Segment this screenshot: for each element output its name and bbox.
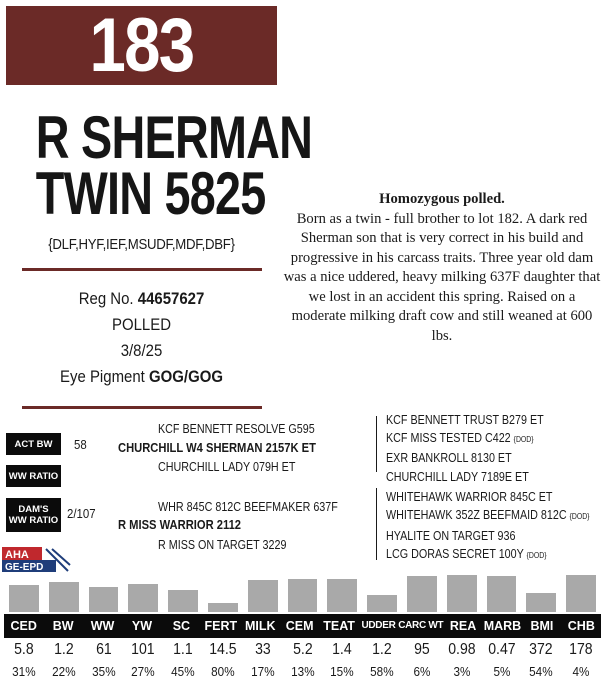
epd-percentile-milk: 17% xyxy=(250,664,275,679)
epd-value-yw: 101 xyxy=(131,641,156,658)
dam-dam: R MISS ON TARGET 3229 xyxy=(158,538,287,552)
epd-value-ced: 5.8 xyxy=(14,641,34,658)
dod-tag: {DOD} xyxy=(526,551,547,560)
act-bw-label: ACT BW xyxy=(6,433,61,455)
dam: R MISS WARRIOR 2112 xyxy=(118,517,242,532)
epd-bar-chb xyxy=(566,575,596,612)
epd-label-sc: SC xyxy=(172,619,191,633)
epd-bar-udder xyxy=(367,595,397,612)
dams-ww-ratio-label xyxy=(6,498,61,532)
epd-bar-cell-marb xyxy=(487,570,517,612)
ggp-name: KCF MISS TESTED C422 xyxy=(386,431,511,445)
lot-number: 183 xyxy=(89,2,194,88)
epd-percentile-udder: 58% xyxy=(370,664,394,679)
dod-tag: {DOD} xyxy=(569,512,590,521)
pedigree-bracket xyxy=(376,488,377,560)
epd-bar-bmi xyxy=(526,593,556,612)
epd-label-marb: MARB xyxy=(483,619,522,633)
animal-name xyxy=(6,104,313,227)
sire-dam: CHURCHILL LADY 079H ET xyxy=(158,460,296,474)
epd-label-chb: CHB xyxy=(567,619,595,633)
ggp-name: KCF BENNETT TRUST B279 ET xyxy=(386,413,544,427)
epd-label-carc-wt: CARC WT xyxy=(398,620,444,631)
epd-value-ww: 61 xyxy=(95,641,112,658)
ggp-8 xyxy=(386,547,547,563)
epd-value-bw: 1.2 xyxy=(53,641,74,658)
animal-name-line-2: TWIN 5825 xyxy=(35,160,266,227)
epd-percentile-sc: 45% xyxy=(171,664,195,679)
epd-bar-ww xyxy=(89,587,119,612)
dam-sire: WHR 845C 812C BEEFMAKER 637F xyxy=(158,500,338,514)
epd-percentile-bw: 22% xyxy=(51,664,76,679)
epd-percentile-teat: 15% xyxy=(330,664,354,679)
dams-label-line-1: DAM'S xyxy=(18,504,49,515)
dams-ww-ratio-value: 2/107 xyxy=(67,506,96,521)
animal-name-line-1: R SHERMAN xyxy=(35,104,313,171)
act-bw-value: 58 xyxy=(74,437,87,452)
epd-label-bmi: BMI xyxy=(530,619,554,633)
ww-ratio-label: WW RATIO xyxy=(6,465,61,487)
epd-bar-rea xyxy=(447,575,477,612)
epd-percentile-ced: 31% xyxy=(12,664,36,679)
epd-percentile-rea: 3% xyxy=(453,664,471,679)
divider xyxy=(22,406,262,409)
epd-bar-fert xyxy=(208,603,238,612)
epd-value-carc-wt: 95 xyxy=(414,641,430,658)
dod-tag: {DOD} xyxy=(513,435,534,444)
epd-bar-cell-cem xyxy=(288,570,318,612)
epd-percentile-marb: 5% xyxy=(493,664,510,679)
epd-label-milk: MILK xyxy=(244,619,276,633)
epd-bar-cell-bmi xyxy=(526,570,556,612)
epd-value-marb: 0.47 xyxy=(487,641,516,658)
epd-bar-cell-carc-wt xyxy=(407,570,437,612)
epd-percentile-cem: 13% xyxy=(290,664,315,679)
epd-bar-cell-ced xyxy=(9,570,39,612)
epd-bar-cell-rea xyxy=(447,570,477,612)
ggp-name: CHURCHILL LADY 7189E ET xyxy=(386,470,529,484)
epd-value-rea: 0.98 xyxy=(447,641,476,658)
epd-bar-cell-milk xyxy=(248,570,278,612)
epd-percentiles-row xyxy=(4,661,601,683)
epd-percentile-fert: 80% xyxy=(211,664,235,679)
epd-value-fert: 14.5 xyxy=(209,641,237,658)
epd-label-bw: BW xyxy=(52,619,74,633)
epd-label-rea: REA xyxy=(449,619,477,633)
epd-bar-sc xyxy=(168,590,198,612)
epd-bar-milk xyxy=(248,580,278,612)
epd-bar-yw xyxy=(128,584,158,612)
sire-sire: KCF BENNETT RESOLVE G595 xyxy=(158,422,315,436)
epd-bar-cem xyxy=(288,579,318,612)
epd-label-udder: UDDER xyxy=(361,620,396,631)
epd-percentile-bmi: 54% xyxy=(529,664,553,679)
epd-label-fert: FERT xyxy=(204,619,238,633)
ggp-1 xyxy=(386,413,544,427)
ggp-6 xyxy=(386,508,589,524)
epd-percentile-chb: 4% xyxy=(572,664,590,679)
epd-value-bmi: 372 xyxy=(529,641,554,658)
dams-label-line-2: WW RATIO xyxy=(8,515,59,526)
epd-bar-carc-wt xyxy=(407,576,437,612)
eye-pigment-value: GOG/GOG xyxy=(149,367,223,386)
birth-date: 3/8/25 xyxy=(120,341,163,360)
reg-line xyxy=(22,286,260,312)
epd-value-teat: 1.4 xyxy=(332,641,353,658)
epd-values-row xyxy=(4,639,601,660)
description-title: Homozygous polled. xyxy=(379,191,505,207)
ggp-2 xyxy=(386,431,534,447)
ggp-5 xyxy=(386,490,552,504)
epd-bar-cell-chb xyxy=(566,570,596,612)
epd-percentile-carc-wt: 6% xyxy=(413,664,431,679)
epd-header-row xyxy=(4,614,601,638)
lot-banner xyxy=(6,2,277,88)
ggp-name: WHITEHAWK WARRIOR 845C ET xyxy=(386,490,553,504)
epd-percentile-yw: 27% xyxy=(131,664,155,679)
epd-bar-cell-yw xyxy=(128,570,158,612)
epd-label-ced: CED xyxy=(10,619,37,633)
ggp-name: WHITEHAWK 352Z BEEFMAID 812C xyxy=(386,508,567,522)
pedigree-bracket xyxy=(376,416,377,472)
polled-status: POLLED xyxy=(111,315,172,334)
epd-bar-cell-fert xyxy=(208,570,238,612)
ggp-7 xyxy=(386,529,515,543)
epd-bar-cell-sc xyxy=(168,570,198,612)
eye-pigment-label: Eye Pigment xyxy=(60,367,145,386)
ggp-3 xyxy=(386,451,512,465)
epd-bar-marb xyxy=(487,576,517,612)
epd-percentile-ww: 35% xyxy=(91,664,116,679)
epd-bar-teat xyxy=(327,579,357,612)
ggp-name: LCG DORAS SECRET 100Y xyxy=(386,547,524,561)
epd-value-chb: 178 xyxy=(569,641,593,658)
ggp-4 xyxy=(386,470,529,484)
epd-percentile-bars xyxy=(0,570,607,612)
epd-value-udder: 1.2 xyxy=(372,641,392,658)
epd-bar-cell-udder xyxy=(367,570,397,612)
sire: CHURCHILL W4 SHERMAN 2157K ET xyxy=(118,440,316,455)
epd-bar-cell-teat xyxy=(327,570,357,612)
epd-value-milk: 33 xyxy=(254,641,271,658)
reg-number: 44657627 xyxy=(137,289,205,308)
logo-text-aha: AHA xyxy=(5,549,29,561)
reg-label: Reg No. xyxy=(78,289,134,308)
genetic-codes: {DLF,HYF,IEF,MSUDF,MDF,DBF} xyxy=(48,236,235,253)
eye-pigment-line xyxy=(22,364,260,390)
epd-bar-ced xyxy=(9,585,39,612)
epd-label-yw: YW xyxy=(131,619,153,633)
description xyxy=(283,190,601,346)
epd-label-cem: CEM xyxy=(285,619,314,633)
logo-text-ge-epd: GE-EPD xyxy=(5,562,44,573)
ggp-name: HYALITE ON TARGET 936 xyxy=(386,529,516,543)
epd-bar-cell-bw xyxy=(49,570,79,612)
description-body: Born as a twin - full brother to lot 182. A dark red Sherman son that is very correct in his build and progressive in his carcass traits. Three year old dam was a nice uddered, heavy milking 637F daughter that we lost in an accident this spring. Raised on a moderate milking draft cow and still weaned at 600 lbs. xyxy=(283,210,601,344)
epd-bar-bw xyxy=(49,582,79,612)
epd-label-teat: TEAT xyxy=(323,619,355,633)
divider xyxy=(22,268,262,271)
ggp-name: EXR BANKROLL 8130 ET xyxy=(386,451,512,465)
epd-value-sc: 1.1 xyxy=(173,641,193,658)
epd-value-cem: 5.2 xyxy=(292,641,313,658)
animal-info xyxy=(6,286,277,390)
epd-label-ww: WW xyxy=(90,619,115,633)
epd-bar-cell-ww xyxy=(89,570,119,612)
